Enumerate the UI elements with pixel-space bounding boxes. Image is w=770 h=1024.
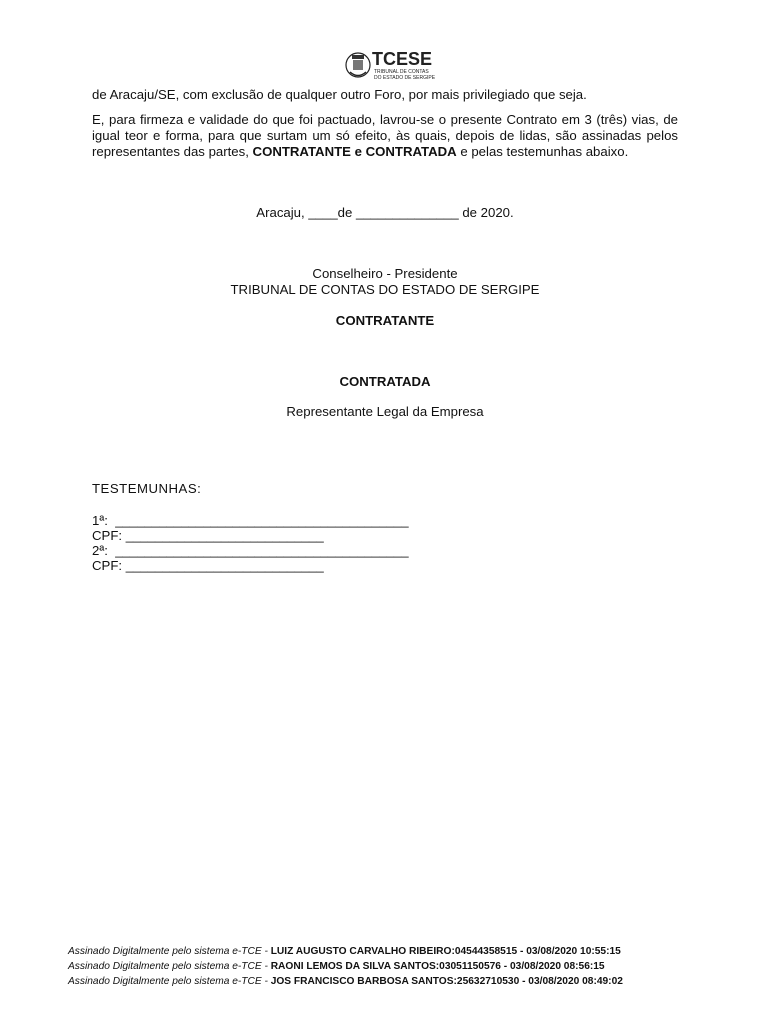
digital-signature: Assinado Digitalmente pelo sistema e-TCE - JOS FRANCISCO BARBOSA SANTOS:25632710530 - 03/08/2020 08:49:02 <box>68 976 623 987</box>
witness-cpf-1: CPF: ___________________________ <box>92 528 324 543</box>
witness-cpf-2: CPF: ___________________________ <box>92 558 324 573</box>
svg-text:TCESE: TCESE <box>372 49 433 69</box>
date-line: Aracaju, ____de ______________ de 2020. <box>256 205 514 220</box>
svg-text:DO ESTADO DE SERGIPE: DO ESTADO DE SERGIPE <box>374 75 436 81</box>
contratante-title: Conselheiro - Presidente <box>312 266 458 281</box>
paragraph-firmeza: E, para firmeza e validade do que foi pactuado, lavrou-se o presente Contrato em 3 (três) vias, de igual teor e forma, para que surtam um só efeito, às quais, depois de lidas, são assinadas pelos representantes das partes, CONTRATANTE e CONTRATADA e pelas testemunhas abaixo. <box>92 112 678 159</box>
contratada-label: CONTRATADA <box>339 374 431 389</box>
digital-signature: Assinado Digitalmente pelo sistema e-TCE - RAONI LEMOS DA SILVA SANTOS:03051150576 - 03/08/2020 08:56:15 <box>68 961 605 972</box>
contratante-org: TRIBUNAL DE CONTAS DO ESTADO DE SERGIPE <box>230 282 540 297</box>
contratada-representative: Representante Legal da Empresa <box>286 404 484 419</box>
witness-line-2: 2ª: ________________________________________ <box>92 543 409 558</box>
svg-text:TRIBUNAL DE CONTAS: TRIBUNAL DE CONTAS <box>374 69 429 75</box>
witnesses-heading: TESTEMUNHAS: <box>92 481 202 496</box>
seal-icon <box>346 53 370 77</box>
paragraph-foro: de Aracaju/SE, com exclusão de qualquer outro Foro, por mais privilegiado que seja. <box>92 87 587 102</box>
contratante-label: CONTRATANTE <box>335 313 435 328</box>
witness-line-1: 1ª: ________________________________________ <box>92 513 409 528</box>
digital-signature: Assinado Digitalmente pelo sistema e-TCE - LUIZ AUGUSTO CARVALHO RIBEIRO:04544358515 - 03/08/2020 10:55:15 <box>68 946 621 957</box>
tcese-logo <box>344 46 436 84</box>
